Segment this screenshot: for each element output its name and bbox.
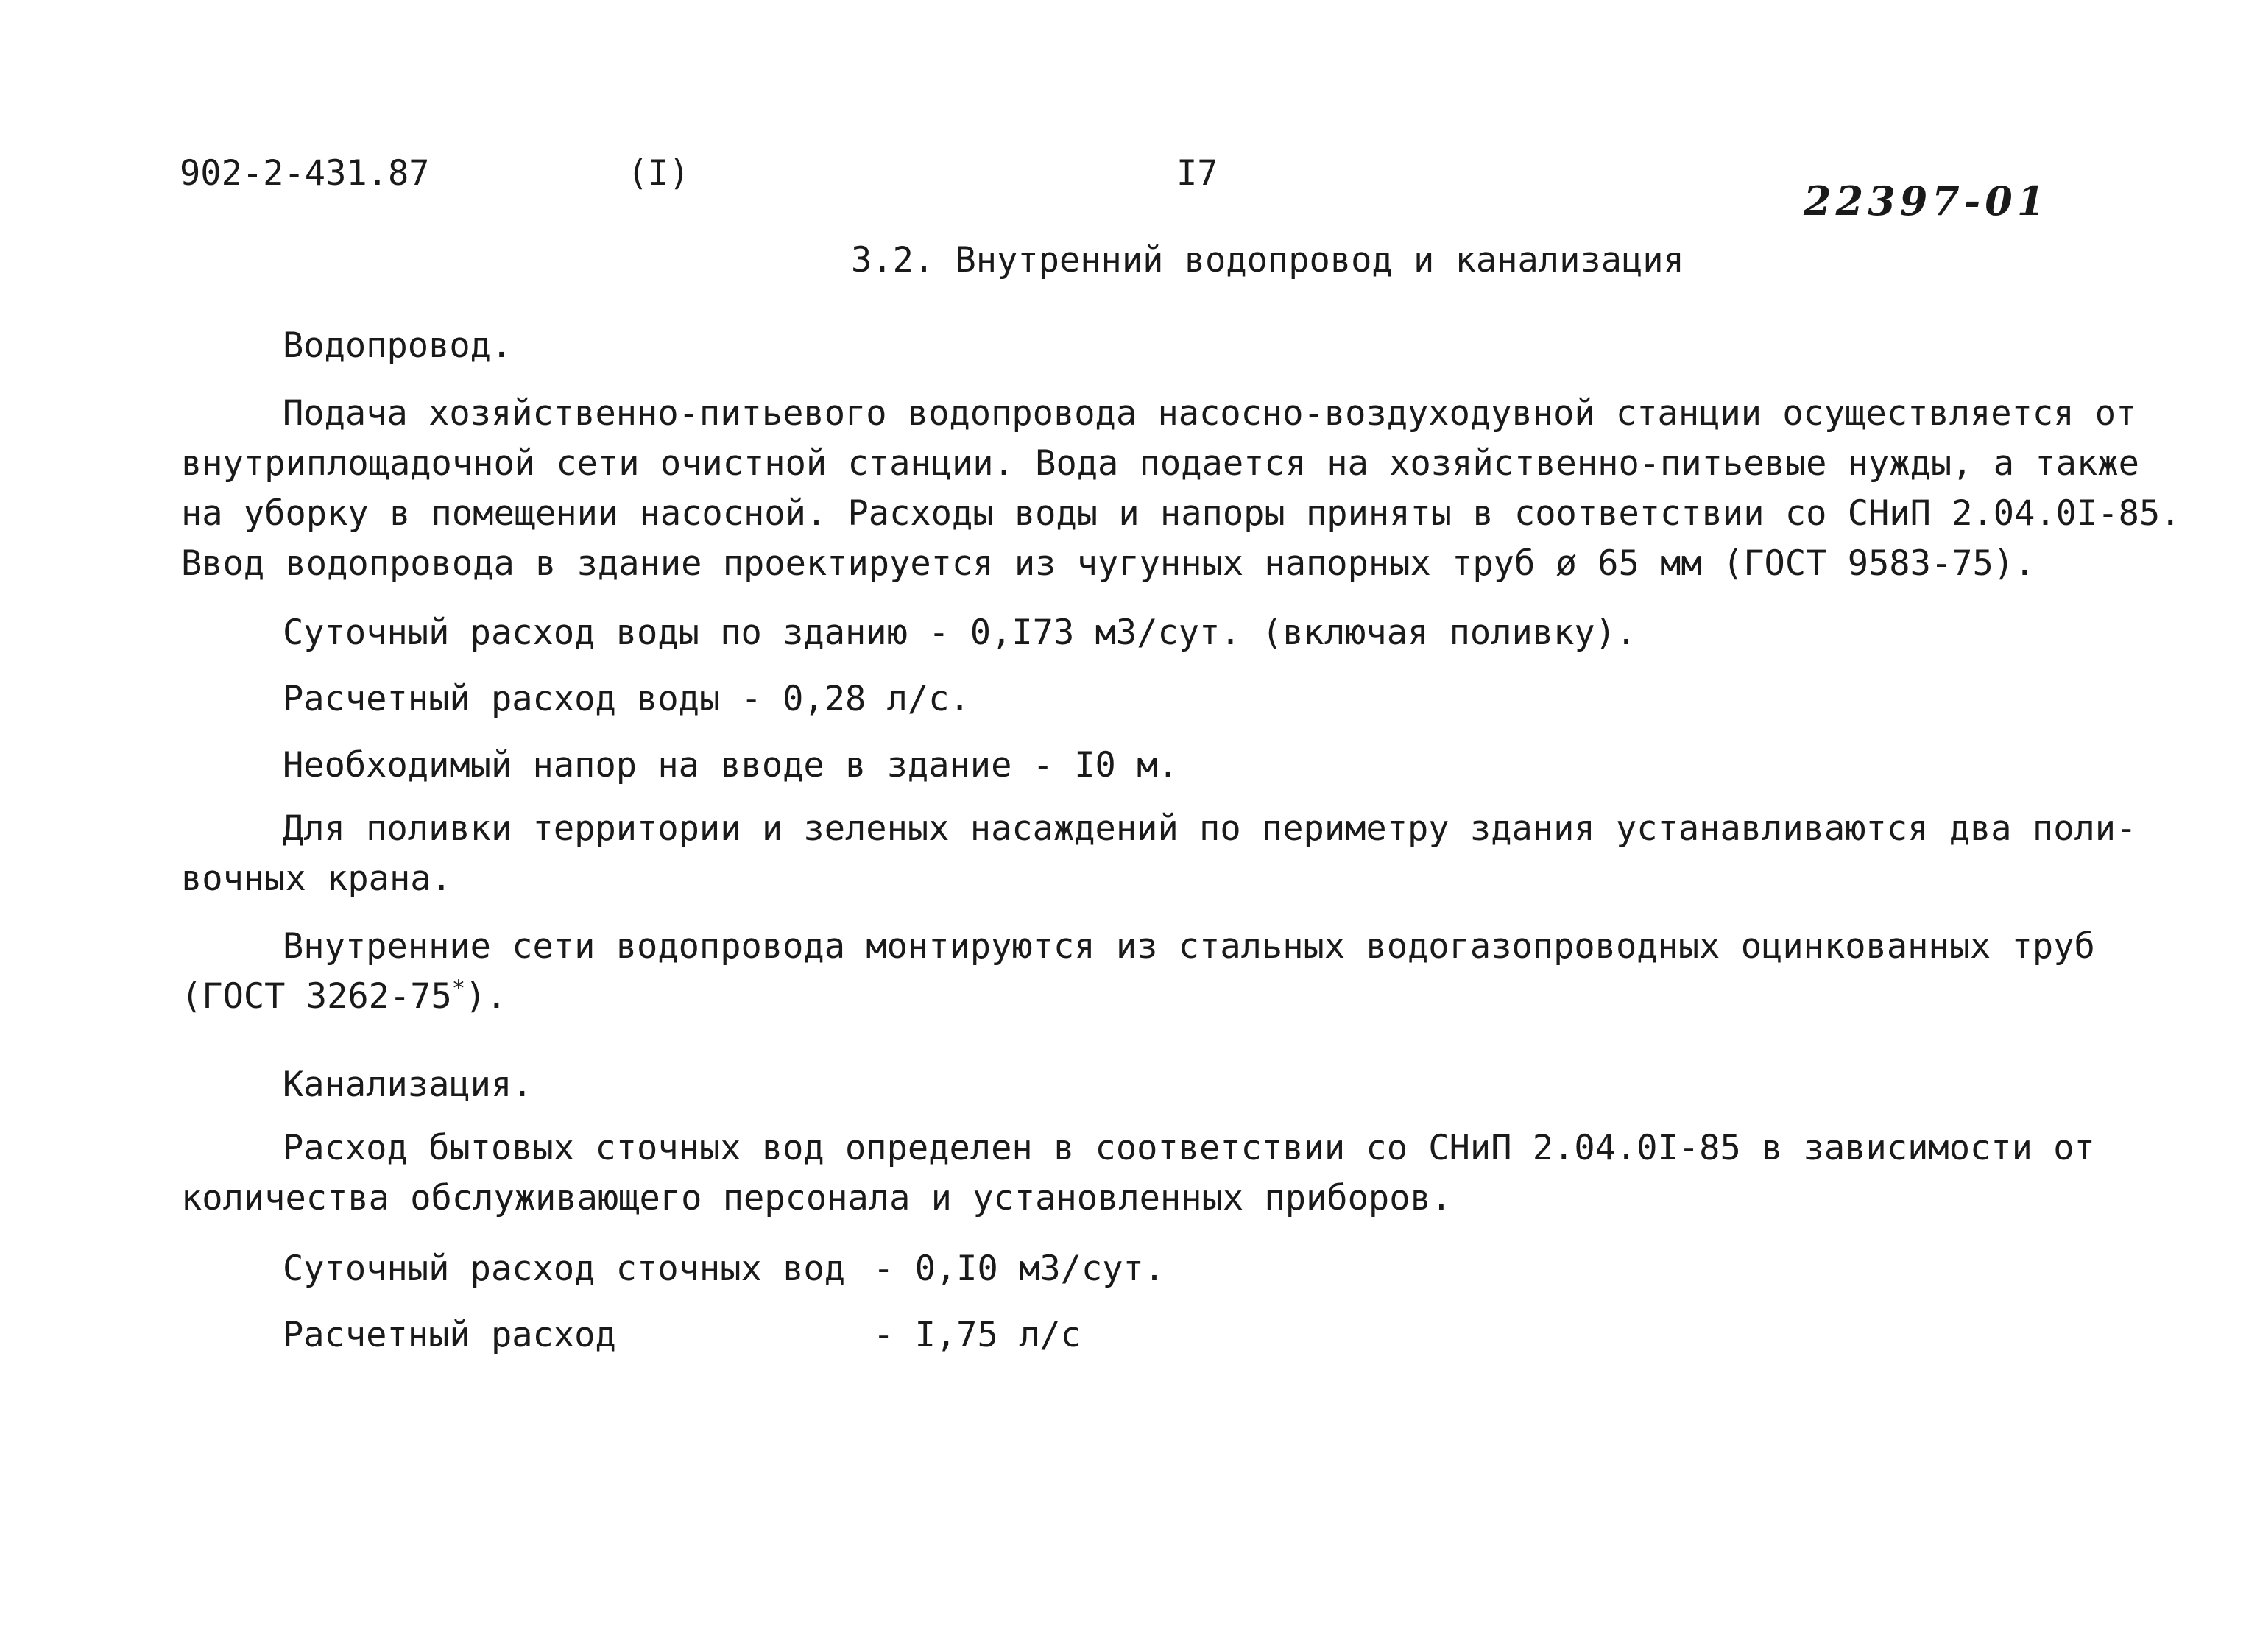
- pipes-tail: ).: [465, 976, 507, 1017]
- text-line: Внутренние сети водопровода монтируются из стальных водогазопроводных оцинкованных труб: [283, 926, 2095, 967]
- water-supply-intro: [181, 389, 2181, 589]
- asterisk-mark: *: [451, 975, 465, 1002]
- text-line: Подача хозяйственно-питьевого водопровода насосно-воздуходувной станции осуществляется от: [283, 393, 2137, 434]
- design-water-flow: Расчетный расход воды - 0,28 л/с.: [283, 679, 970, 719]
- sewerage-intro: [181, 1123, 2132, 1224]
- daily-sewage-label: Суточный расход сточных вод: [283, 1249, 846, 1289]
- design-sewage-value: - I,75 л/с: [873, 1315, 1081, 1355]
- sheet-part: (I): [627, 153, 690, 194]
- text-line: Ввод водопровода в здание проектируется из чугунных напорных труб ø 65 мм (ГОСТ 9583-75).: [181, 543, 2035, 584]
- text-line: вочных крана.: [181, 858, 452, 899]
- section-title: 3.2. Внутренний водопровод и канализация: [851, 240, 1684, 280]
- page-number: I7: [1176, 153, 1218, 194]
- document-code: 902-2-431.87: [180, 153, 430, 194]
- text-line: количества обслуживающего персонала и установленных приборов.: [181, 1178, 1452, 1218]
- sewerage-heading: Канализация.: [283, 1065, 533, 1105]
- pipes-standard: (ГОСТ 3262-75: [181, 976, 452, 1017]
- text-line: на уборку в помещении насосной. Расходы воды и напоры приняты в соответствии со СНиП 2.04.0I-85.: [181, 493, 2181, 534]
- daily-water-flow: Суточный расход воды по зданию - 0,I73 м3/сут. (включая поливку).: [283, 613, 1637, 653]
- text-line: внутриплощадочной сети очистной станции. Вода подается на хозяйственно-питьевые нужды, а также: [181, 443, 2139, 484]
- required-head: Необходимый напор на вводе в здание - I0 м.: [283, 745, 1179, 786]
- text-line: [181, 972, 2132, 1022]
- text-line: Для поливки территории и зеленых насаждений по периметру здания устанавливаются два поли-: [283, 808, 2137, 849]
- water-supply-heading: Водопровод.: [283, 325, 512, 366]
- text-line: Расход бытовых сточных вод определен в соответствии со СНиП 2.04.0I-85 в зависимости от: [283, 1128, 2095, 1168]
- irrigation-paragraph: [181, 804, 2137, 904]
- pipes-paragraph: [181, 922, 2132, 1022]
- design-sewage-label: Расчетный расход: [283, 1315, 616, 1355]
- daily-sewage-value: - 0,I0 м3/сут.: [873, 1249, 1165, 1289]
- inventory-number-handwritten: 22397-01: [1804, 177, 2049, 225]
